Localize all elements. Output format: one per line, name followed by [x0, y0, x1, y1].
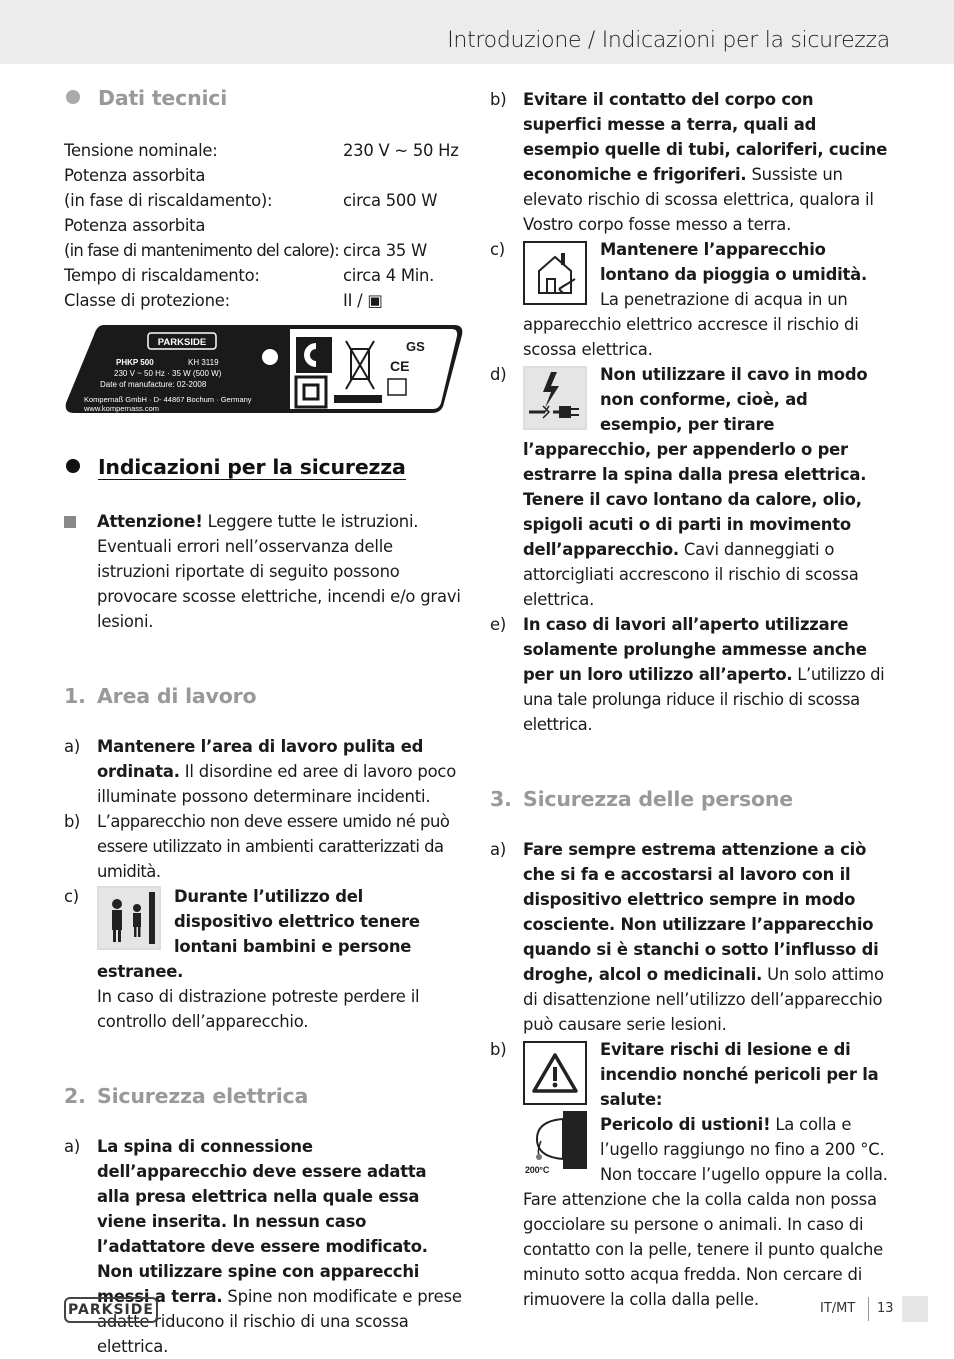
- spec-row: [64, 188, 464, 213]
- section-1-title: Area di lavoro: [97, 684, 257, 708]
- item-label: b): [64, 812, 80, 831]
- spec-label: Potenza assorbita: [64, 166, 206, 185]
- footer-language: IT/MT: [820, 1301, 856, 1316]
- page-title: Introduzione / Indicazioni per la sicurezza: [447, 28, 890, 53]
- spec-value: circa 4 Min.: [343, 266, 435, 285]
- spec-label: Tensione nominale:: [64, 141, 218, 160]
- item-1c-bold: Durante l’utilizzo del dispositivo elettrico tenere lontani bambini e persone estranee.: [97, 887, 420, 981]
- page-number: 13: [877, 1301, 894, 1316]
- footer-brand-logo: PARKSIDE: [64, 1297, 158, 1323]
- item-2d-bold: Non utilizzare il cavo in modo non conforme, cioè, ad esempio, per tirare l’apparecchio, per appenderlo o per estrarre la spina dalla presa elettrica. Tenere il cavo lontano da calore, olio, spigoli acuti o di parti in movimento dell’apparecchio.: [523, 365, 868, 559]
- spec-value: 230 V ~ 50 Hz: [343, 141, 459, 160]
- specs-table: [64, 138, 464, 313]
- item-3a-text: Un solo attimo di disattenzione nell’utilizzo dell’apparecchio può causare serie lesioni.: [523, 965, 884, 1034]
- bullet-icon: [66, 90, 80, 104]
- item-label: a): [490, 840, 507, 859]
- spec-row: [64, 238, 464, 263]
- section-1-heading: [64, 682, 464, 710]
- item-2e-text: L’utilizzo di una tale prolunga riduce il rischio di scossa elettrica.: [523, 665, 885, 734]
- temperature-label: 200°C: [525, 1165, 550, 1175]
- item-3b-text: La colla e l’ugello raggiungo no fino a 200 °C. Non toccare l’ugello oppure la colla. Fare attenzione che la colla calda non possa gocciolare su persone o animali. In caso di contatto con la pelle, tenere il punto qualche minuto sotto acqua fredda. Non cercare di rimuovere la colla dalla pelle.: [523, 1115, 888, 1309]
- dati-tecnici-heading: [64, 84, 464, 112]
- children-warning-icon: [97, 886, 161, 950]
- plate-date: Date of manufacture: 02-2008: [100, 380, 207, 389]
- item-1b-text: L’apparecchio non deve essere umido né può essere utilizzato in ambienti caratterizzati da umidità.: [97, 812, 450, 881]
- right-column: [490, 87, 890, 1312]
- item-2d: [490, 362, 890, 612]
- spec-value: [339, 163, 464, 188]
- item-2c: [490, 237, 890, 362]
- item-label: e): [490, 615, 507, 634]
- item-2b: [490, 87, 890, 237]
- item-2d-text: Cavi danneggiati o attorcigliati accrescono il rischio di scossa elettrica.: [523, 540, 859, 609]
- item-2a-text: Spine non modificate e prese adatte riducono il rischio di una scossa elettrica.: [97, 1287, 462, 1356]
- spec-value: [339, 213, 464, 238]
- item-2a-bold: La spina di connessione dell’apparecchio deve essere adatta alla presa elettrica nella quale essa viene inserita. In nessun caso l’adattatore deve essere modificato. Non utilizzare spine con apparecchi messi a terra.: [97, 1137, 428, 1306]
- footer-tab-marker: [902, 1296, 928, 1322]
- square-bullet-icon: [64, 509, 98, 534]
- item-3a-bold: Fare sempre estrema attenzione a ciò che si fa e accostarsi al lavoro con il dispositivo elettrico sempre in modo cosciente. Non utilizzare l’apparecchio quando si è stanchi o sotto l’influsso di droghe, alcol o medicinali.: [523, 840, 879, 984]
- bullet-icon: [66, 459, 80, 473]
- spec-value: circa 35 W: [343, 241, 427, 260]
- attention-note: [64, 509, 464, 634]
- plate-web: www.kompernass.com: [84, 404, 160, 413]
- plate-power: 230 V ~ 50 Hz · 35 W (500 W): [114, 369, 222, 378]
- item-2c-bold: Mantenere l’apparecchio lontano da pioggia o umidità.: [600, 240, 868, 284]
- item-label: c): [64, 887, 80, 906]
- item-2c-text: La penetrazione di acqua in un apparecchio elettrico accresce il rischio di scossa elettrica.: [523, 290, 859, 359]
- item-label: b): [490, 1040, 507, 1059]
- item-2b-text: Sussiste un elevato rischio di scossa elettrica, qualora il Vostro corpo fosse messo a terra.: [523, 165, 874, 234]
- item-2e-bold: In caso di lavori all’aperto utilizzare solamente prolunghe ammesse anche per un loro utilizzo all’aperto.: [523, 615, 867, 684]
- plate-brand: PARKSIDE: [157, 337, 207, 348]
- section-2-heading: [64, 1082, 464, 1110]
- spec-label: (in fase di mantenimento del calore):: [64, 241, 339, 260]
- item-label: d): [490, 365, 507, 384]
- plate-code: KH 3119: [188, 358, 219, 367]
- spec-row: [64, 163, 464, 188]
- item-1c: [64, 884, 464, 1034]
- section-3-number: 3.: [490, 787, 512, 811]
- attention-label: Attenzione!: [97, 512, 203, 531]
- footer-divider: [868, 1297, 869, 1321]
- house-rain-icon: [523, 241, 587, 305]
- spec-label: Tempo di riscaldamento:: [64, 266, 260, 285]
- gs-mark: GS: [406, 339, 425, 354]
- spec-label: Potenza assorbita: [64, 216, 206, 235]
- rating-plate-graphic: [64, 323, 464, 415]
- warning-triangle-icon: [523, 1041, 587, 1105]
- item-label: b): [490, 90, 507, 109]
- section-3-heading: [490, 785, 890, 813]
- item-3a: [490, 837, 890, 1037]
- spec-row: [64, 263, 464, 288]
- section-1-number: 1.: [64, 684, 86, 708]
- item-label: c): [490, 240, 506, 259]
- item-2b-bold: Evitare il contatto del corpo con superfici messe a terra, quali ad esempio quelle di tubi, caloriferi, cucine economiche e frigoriferi.: [523, 90, 888, 184]
- spec-value: circa 500 W: [343, 191, 438, 210]
- item-1c-text: In caso di distrazione potreste perdere il controllo dell’apparecchio.: [97, 987, 420, 1031]
- item-2e: [490, 612, 890, 737]
- spec-row: [64, 138, 464, 163]
- spec-row: [64, 213, 464, 238]
- item-1a: [64, 734, 464, 809]
- ce-mark: CE: [390, 358, 410, 374]
- left-column: [64, 80, 464, 1359]
- item-label: a): [64, 1137, 81, 1156]
- section-2-title: Sicurezza elettrica: [97, 1084, 309, 1108]
- item-label: a): [64, 737, 81, 756]
- sicurezza-heading: [64, 453, 464, 481]
- section-3-title: Sicurezza delle persone: [523, 787, 793, 811]
- item-3b-bold2: Pericolo di ustioni!: [600, 1115, 771, 1134]
- item-1a-bold: Mantenere l’area di lavoro pulita ed ordinata.: [97, 737, 424, 781]
- dati-tecnici-title: Dati tecnici: [98, 86, 228, 110]
- hot-nozzle-icon: [523, 1111, 587, 1175]
- attention-text: Leggere tutte le istruzioni. Eventuali errori nell’osservanza delle istruzioni riportate di seguito possono provocare scosse elettriche, incendi e/o gravi lesioni.: [97, 512, 461, 631]
- section-2-number: 2.: [64, 1084, 86, 1108]
- item-2a: [64, 1134, 464, 1359]
- page-header: [0, 0, 954, 64]
- item-3b-icons: [523, 1041, 587, 1175]
- plate-model: PHKP 500: [116, 358, 154, 367]
- item-1a-text: Il disordine ed aree di lavoro poco illuminate possono determinare incidenti.: [97, 762, 457, 806]
- spec-label: Classe di protezione:: [64, 291, 230, 310]
- plate-company: Kompernaß GmbH · D- 44867 Bochum · Germany: [84, 395, 252, 404]
- rating-plate: [64, 323, 464, 413]
- spec-row: [64, 288, 464, 313]
- sicurezza-title: Indicazioni per la sicurezza: [98, 455, 406, 479]
- item-3b-bold: Evitare rischi di lesione e di incendio nonché pericoli per la salute:: [600, 1040, 879, 1109]
- item-1b: [64, 809, 464, 884]
- spec-value: II / ▣: [343, 291, 383, 310]
- item-3b: [490, 1037, 890, 1312]
- damaged-cable-icon: [523, 366, 587, 430]
- spec-label: (in fase di riscaldamento):: [64, 191, 273, 210]
